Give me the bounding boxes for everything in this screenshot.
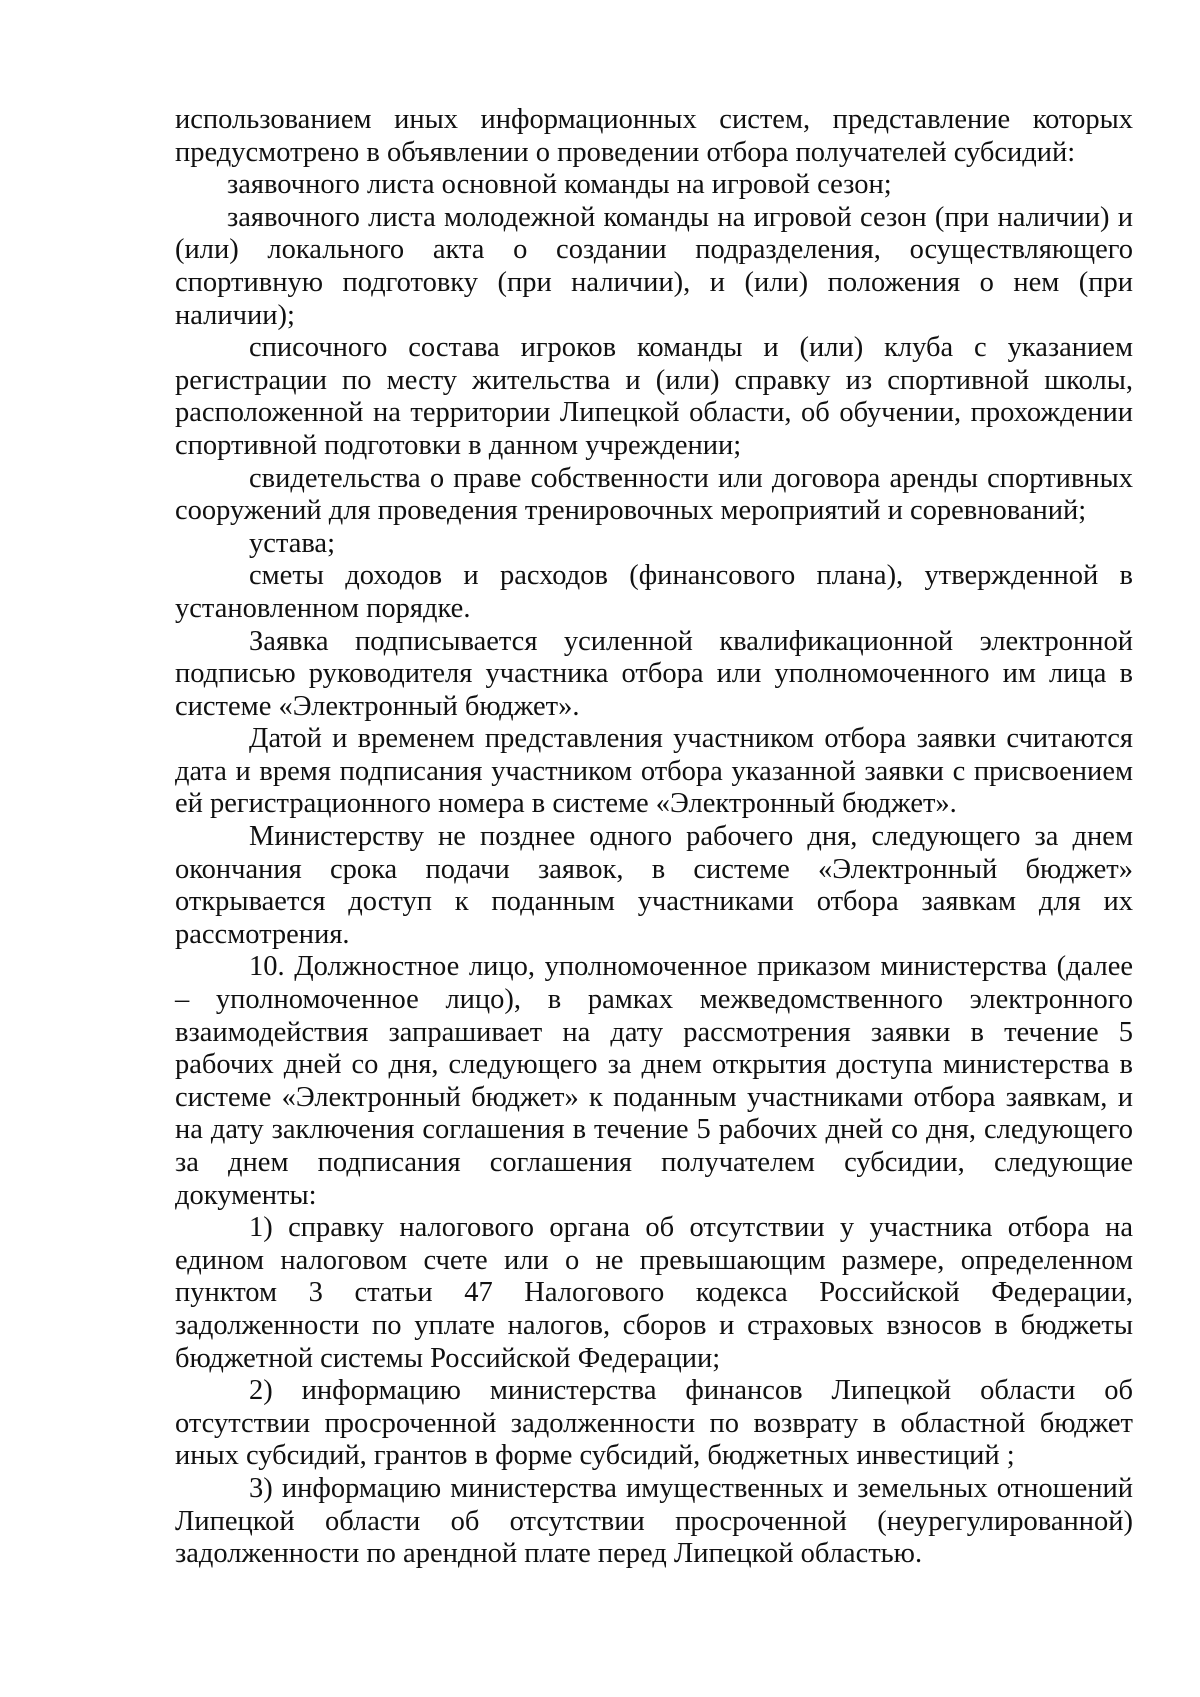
paragraph-subitem-2: 2) информацию министерства финансов Липецкой области об отсутствии просроченной задолженности по возврату в областной бюджет иных субсидий, грантов в форме субсидий, бюджетных инвестиций ;: [175, 1375, 1133, 1472]
paragraph-application-signature: Заявка подписывается усиленной квалификационной электронной подписью руководителя участника отбора или уполномоченного им лица в системе «Электронный бюджет».: [175, 625, 1133, 722]
paragraph-submission-date: Датой и временем представления участником отбора заявки считаются дата и время подписания участником отбора указанной заявки с присвоением ей регистрационного номера в системе «Электронный бюджет».: [175, 723, 1133, 820]
paragraph-continuation: использованием иных информационных систем, представление которых предусмотрено в объявлении о проведении отбора получателей субсидий:: [175, 104, 1133, 168]
paragraph-player-roster: списочного состава игроков команды и (или) клуба с указанием регистрации по месту жительства и (или) справку из спортивной школы, расположенной на территории Липецкой области, об обучении, прохождении спортивной подготовки в данном учреждении;: [175, 332, 1133, 461]
paragraph-main-team-list: заявочного листа основной команды на игровой сезон;: [227, 169, 892, 201]
paragraph-item-10: 10. Должностное лицо, уполномоченное приказом министерства (далее – уполномоченное лицо), в рамках межведомственного электронного взаимодействия запрашивает на дату рассмотрения заявки в течение 5 рабочих дней со дня, следующего за днем открытия доступа министерства в системе «Электронный бюджет» к поданным участниками отбора заявкам, и на дату заключения соглашения в течение 5 рабочих дней со дня, следующего за днем подписания соглашения получателем субсидии, следующие документы:: [175, 951, 1133, 1211]
paragraph-subitem-3: 3) информацию министерства имущественных и земельных отношений Липецкой области об отсутствии просроченной (неурегулированной) задолженности по арендной плате перед Липецкой областью.: [175, 1472, 1133, 1570]
paragraph-charter: устава;: [249, 527, 336, 559]
document-page: [175, 104, 1133, 1571]
paragraph-property-certificate: свидетельства о праве собственности или договора аренды спортивных сооружений для проведения тренировочных мероприятий и соревнований;: [175, 462, 1133, 527]
paragraph-youth-team-list: заявочного листа молодежной команды на игровой сезон (при наличии) и (или) локального акта о создании подразделения, осуществляющего спортивную подготовку (при наличии), и (или) положения о нем (при наличии);: [175, 201, 1133, 331]
paragraph-budget-estimate: сметы доходов и расходов (финансового плана), утвержденной в установленном порядке.: [175, 560, 1133, 624]
paragraph-subitem-1: 1) справку налогового органа об отсутствии у участника отбора на едином налоговом счете или о не превышающим размере, определенном пунктом 3 статьи 47 Налогового кодекса Российской Федерации, задолженности по уплате налогов, сборов и страховых взносов в бюджеты бюджетной системы Российской Федерации;: [175, 1212, 1133, 1374]
paragraph-ministry-access: Министерству не позднее одного рабочего дня, следующего за днем окончания срока подачи заявок, в системе «Электронный бюджет» открывается доступ к поданным участниками отбора заявкам для их рассмотрения.: [175, 821, 1133, 950]
